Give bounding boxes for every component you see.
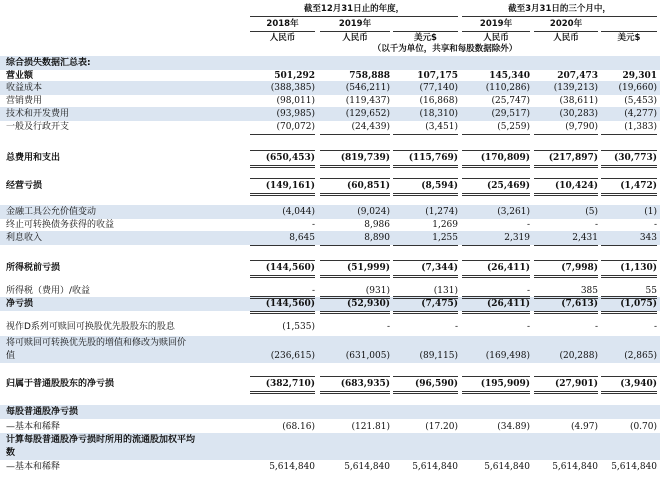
table-cell: (1,472) <box>620 181 657 191</box>
table-cell <box>534 57 598 69</box>
row-label: —基本和稀释 <box>6 462 61 472</box>
row-label: 一般及行政开支 <box>6 122 70 132</box>
total-rule <box>320 150 390 151</box>
total-double-rule <box>320 165 390 168</box>
total-double-rule <box>534 311 598 314</box>
total-double-rule <box>534 165 598 168</box>
total-rule <box>320 296 390 297</box>
table-cell: (7,998) <box>561 263 598 273</box>
row-label: 将可赎回可转换优先股的增值和修改为赎回价 <box>6 338 187 348</box>
table-cell: (4.97) <box>570 422 598 432</box>
table-cell: (144,560) <box>265 263 315 273</box>
table-cell: (51,999) <box>347 263 390 273</box>
table-cell: 1,255 <box>432 233 458 243</box>
row-label: 综合损失数据汇总表: <box>6 58 91 68</box>
subtotal-rule <box>250 134 315 135</box>
header-currency-4: 人民币 <box>483 33 509 43</box>
table-cell <box>320 406 390 418</box>
table-cell: 2,431 <box>572 233 598 243</box>
table-cell: (3,451) <box>425 122 458 132</box>
table-cell: (217,897) <box>548 153 598 163</box>
row-label: 金融工具公允价值变动 <box>6 207 97 217</box>
table-cell: 8,986 <box>364 220 390 230</box>
header-year-1: 2018年 <box>266 19 299 29</box>
table-cell: (382,710) <box>265 379 315 389</box>
subtotal-rule <box>534 245 598 246</box>
total-double-rule <box>393 193 458 196</box>
total-rule <box>393 178 458 179</box>
row-label-continued: 值 <box>6 351 16 361</box>
header-rule-3 <box>393 31 458 32</box>
table-cell: (139,213) <box>553 83 598 93</box>
table-cell: (1,383) <box>624 122 657 132</box>
row-label-continued: 数 <box>6 448 16 458</box>
table-cell: 385 <box>580 286 598 296</box>
total-rule <box>462 376 530 377</box>
table-cell: (30,283) <box>559 109 598 119</box>
table-cell <box>250 447 315 459</box>
header-year-5: 2020年 <box>549 19 583 29</box>
table-cell: (27,901) <box>555 379 598 389</box>
total-double-rule <box>320 275 390 278</box>
table-cell <box>462 447 530 459</box>
subtotal-rule <box>320 245 390 246</box>
table-cell: (19,660) <box>618 83 657 93</box>
total-rule <box>250 296 315 297</box>
table-cell: 207,473 <box>557 71 598 81</box>
table-cell: (631,005) <box>345 351 390 361</box>
table-cell: (119,437) <box>345 96 390 106</box>
row-label: 计算每股普通股净亏损时所用的流通股加权平均 <box>6 435 196 445</box>
table-cell <box>320 57 390 69</box>
table-cell: 55 <box>645 286 657 296</box>
total-double-rule <box>601 311 657 314</box>
table-cell: (1) <box>644 207 657 217</box>
subtotal-rule <box>320 134 390 135</box>
total-rule <box>250 260 315 261</box>
header-period-quarter: 截至3月31日的三个月中， <box>508 4 611 14</box>
total-rule <box>601 296 657 297</box>
table-cell: (18,310) <box>419 109 458 119</box>
row-label: 视作D系列可赎回可换股优先股股东的股息 <box>6 322 175 332</box>
table-cell: (149,161) <box>265 181 315 191</box>
total-double-rule <box>462 391 530 394</box>
header-rule-4 <box>462 31 530 32</box>
total-rule <box>320 178 390 179</box>
table-cell: (7,613) <box>561 299 598 309</box>
table-cell: - <box>653 322 657 332</box>
total-double-rule <box>250 391 315 394</box>
row-label: 归属于普通股股东的净亏损 <box>6 379 115 389</box>
subtotal-rule <box>462 245 530 246</box>
header-year-2: 2019年 <box>338 19 372 29</box>
header-currency-1: 人民币 <box>269 33 296 43</box>
table-cell: 5,614,840 <box>412 462 458 472</box>
table-cell: (195,909) <box>480 379 530 389</box>
header-currency-5: 人民币 <box>553 33 579 43</box>
table-cell: (10,424) <box>555 181 598 191</box>
table-cell <box>462 406 530 418</box>
total-rule <box>393 376 458 377</box>
table-cell: (650,453) <box>265 153 315 163</box>
table-cell: (5,453) <box>624 96 657 106</box>
table-cell: (29,517) <box>491 109 530 119</box>
table-cell: (546,211) <box>345 83 390 93</box>
header-currency-2: 人民币 <box>342 33 368 43</box>
table-cell: (26,411) <box>487 299 530 309</box>
table-cell: 8,890 <box>364 233 390 243</box>
row-label: 终止可转换债务获得的收益 <box>6 220 115 230</box>
table-cell: (1,130) <box>620 263 657 273</box>
total-rule <box>462 178 530 179</box>
header-rule-2 <box>320 31 390 32</box>
table-cell: (68.16) <box>282 422 315 432</box>
header-rule-5 <box>534 31 598 32</box>
table-cell: - <box>594 220 598 230</box>
subtotal-rule <box>534 134 598 135</box>
total-double-rule <box>393 391 458 394</box>
row-label: 营业额 <box>6 71 34 81</box>
total-double-rule <box>534 275 598 278</box>
total-double-rule <box>462 165 530 168</box>
table-cell: (129,652) <box>345 109 390 119</box>
table-cell: (16,868) <box>419 96 458 106</box>
table-cell: 5,614,840 <box>552 462 598 472</box>
total-double-rule <box>250 311 315 314</box>
table-cell: (683,935) <box>340 379 390 389</box>
table-cell <box>250 57 315 69</box>
table-cell: (24,439) <box>351 122 390 132</box>
total-rule <box>601 178 657 179</box>
table-cell: (131) <box>433 286 458 296</box>
total-double-rule <box>393 165 458 168</box>
total-rule <box>534 150 598 151</box>
total-rule <box>393 260 458 261</box>
table-cell: (98,011) <box>276 96 315 106</box>
table-cell: 8,645 <box>289 233 315 243</box>
total-double-rule <box>462 193 530 196</box>
row-label: 收益成本 <box>6 83 43 93</box>
header-rule-6 <box>601 31 657 32</box>
table-cell: 1,269 <box>432 220 458 230</box>
table-cell: (144,560) <box>265 299 315 309</box>
table-cell: 5,614,840 <box>484 462 530 472</box>
total-rule <box>534 296 598 297</box>
table-cell: 5,614,840 <box>611 462 657 472</box>
table-cell: (34.89) <box>497 422 530 432</box>
total-rule <box>462 150 530 151</box>
row-label: 净亏损 <box>6 299 34 309</box>
total-double-rule <box>250 193 315 196</box>
table-cell: (89,115) <box>419 351 458 361</box>
total-rule <box>534 178 598 179</box>
header-period-year: 截至12月31日止的年度， <box>303 4 405 14</box>
table-cell: (9,024) <box>357 207 390 217</box>
total-rule <box>393 150 458 151</box>
table-cell: (169,498) <box>485 351 530 361</box>
subtotal-rule <box>601 245 657 246</box>
subtotal-rule <box>393 245 458 246</box>
table-cell: (170,809) <box>480 153 530 163</box>
table-cell: (8,594) <box>421 181 458 191</box>
table-cell: (2,865) <box>624 351 657 361</box>
table-cell: (7,344) <box>421 263 458 273</box>
table-cell: 29,301 <box>622 71 657 81</box>
table-cell: (388,385) <box>270 83 315 93</box>
table-cell <box>393 406 458 418</box>
table-cell: (0.70) <box>629 422 657 432</box>
table-cell <box>393 57 458 69</box>
subtotal-rule <box>462 134 530 135</box>
table-cell <box>534 447 598 459</box>
table-cell: (115,769) <box>408 153 458 163</box>
table-cell: (5,259) <box>497 122 530 132</box>
table-cell: (26,411) <box>487 263 530 273</box>
header-rule-year <box>250 16 458 17</box>
row-label: 每股普通股净亏损 <box>6 407 79 417</box>
table-cell: (121.81) <box>351 422 390 432</box>
table-cell: 107,175 <box>417 71 458 81</box>
table-cell: (25,469) <box>487 181 530 191</box>
table-cell: - <box>526 220 530 230</box>
header-currency-3: 美元$ <box>414 33 437 43</box>
row-label: 经营亏损 <box>6 181 43 191</box>
total-rule <box>534 376 598 377</box>
table-cell: (236,615) <box>270 351 315 361</box>
row-label: 利息收入 <box>6 233 43 243</box>
total-rule <box>320 260 390 261</box>
table-cell: (25,747) <box>491 96 530 106</box>
table-cell: (60,851) <box>347 181 390 191</box>
total-double-rule <box>534 391 598 394</box>
total-rule <box>393 296 458 297</box>
table-cell: (1,535) <box>282 322 315 332</box>
table-cell: (819,739) <box>340 153 390 163</box>
table-cell: - <box>594 322 598 332</box>
total-rule <box>601 150 657 151</box>
table-cell: (96,590) <box>415 379 458 389</box>
total-rule <box>250 376 315 377</box>
header-note: （以千为单位，共享和每股数据除外） <box>372 44 518 54</box>
table-cell: (7,475) <box>421 299 458 309</box>
total-double-rule <box>601 193 657 196</box>
table-cell: (30,773) <box>614 153 657 163</box>
subtotal-rule <box>601 134 657 135</box>
table-cell <box>393 447 458 459</box>
row-label: 营销费用 <box>6 96 43 106</box>
table-cell: (3,261) <box>497 207 530 217</box>
total-double-rule <box>250 165 315 168</box>
table-cell <box>601 57 657 69</box>
table-cell: - <box>386 322 390 332</box>
total-rule <box>250 178 315 179</box>
table-cell: (38,611) <box>559 96 598 106</box>
table-cell: (77,140) <box>419 83 458 93</box>
table-cell <box>534 406 598 418</box>
total-rule <box>462 260 530 261</box>
total-rule <box>462 296 530 297</box>
table-cell: - <box>311 286 315 296</box>
row-label: —基本和稀释 <box>6 422 61 432</box>
total-rule <box>250 150 315 151</box>
total-rule <box>320 376 390 377</box>
total-double-rule <box>320 193 390 196</box>
table-cell: 145,340 <box>489 71 530 81</box>
header-currency-6: 美元$ <box>617 33 641 43</box>
table-cell: (3,940) <box>620 379 657 389</box>
table-cell: (5) <box>585 207 598 217</box>
table-cell <box>250 406 315 418</box>
table-cell: - <box>526 322 530 332</box>
table-cell: (70,072) <box>276 122 315 132</box>
total-double-rule <box>393 311 458 314</box>
total-rule <box>601 260 657 261</box>
table-cell: 5,614,840 <box>269 462 315 472</box>
header-rule-quarter <box>462 16 657 17</box>
table-cell: (110,286) <box>485 83 530 93</box>
table-cell <box>601 406 657 418</box>
table-cell: (17.20) <box>425 422 458 432</box>
table-cell: - <box>454 322 458 332</box>
table-cell: - <box>526 286 530 296</box>
subtotal-rule <box>393 134 458 135</box>
total-double-rule <box>250 275 315 278</box>
row-label: 所得税（费用）/收益 <box>6 286 91 296</box>
table-cell: (4,044) <box>282 207 315 217</box>
table-cell: (93,985) <box>276 109 315 119</box>
table-cell: (20,288) <box>559 351 598 361</box>
table-cell: - <box>311 220 315 230</box>
table-cell: 5,614,840 <box>344 462 390 472</box>
subtotal-rule <box>250 245 315 246</box>
table-cell: (52,930) <box>347 299 390 309</box>
total-double-rule <box>601 391 657 394</box>
table-cell <box>320 447 390 459</box>
table-cell <box>601 447 657 459</box>
table-cell: (9,790) <box>565 122 598 132</box>
total-double-rule <box>601 165 657 168</box>
header-year-4: 2019年 <box>479 19 513 29</box>
total-double-rule <box>462 275 530 278</box>
table-cell <box>462 57 530 69</box>
row-label: 总费用和支出 <box>6 153 61 163</box>
total-rule <box>534 260 598 261</box>
row-label: 技术和开发费用 <box>6 109 70 119</box>
table-cell: 758,888 <box>349 71 390 81</box>
total-double-rule <box>320 391 390 394</box>
total-double-rule <box>462 311 530 314</box>
table-cell: (1,274) <box>425 207 458 217</box>
header-rule-1 <box>250 31 315 32</box>
table-cell: (931) <box>365 286 390 296</box>
table-cell: 2,319 <box>504 233 530 243</box>
table-cell: (4,277) <box>624 109 657 119</box>
table-cell: 343 <box>639 233 657 243</box>
table-cell: 501,292 <box>274 71 315 81</box>
row-label: 所得税前亏损 <box>6 263 61 273</box>
table-cell: (1,075) <box>620 299 657 309</box>
total-rule <box>601 376 657 377</box>
total-double-rule <box>534 193 598 196</box>
total-double-rule <box>601 275 657 278</box>
total-double-rule <box>320 311 390 314</box>
total-double-rule <box>393 275 458 278</box>
table-cell: - <box>653 220 657 230</box>
